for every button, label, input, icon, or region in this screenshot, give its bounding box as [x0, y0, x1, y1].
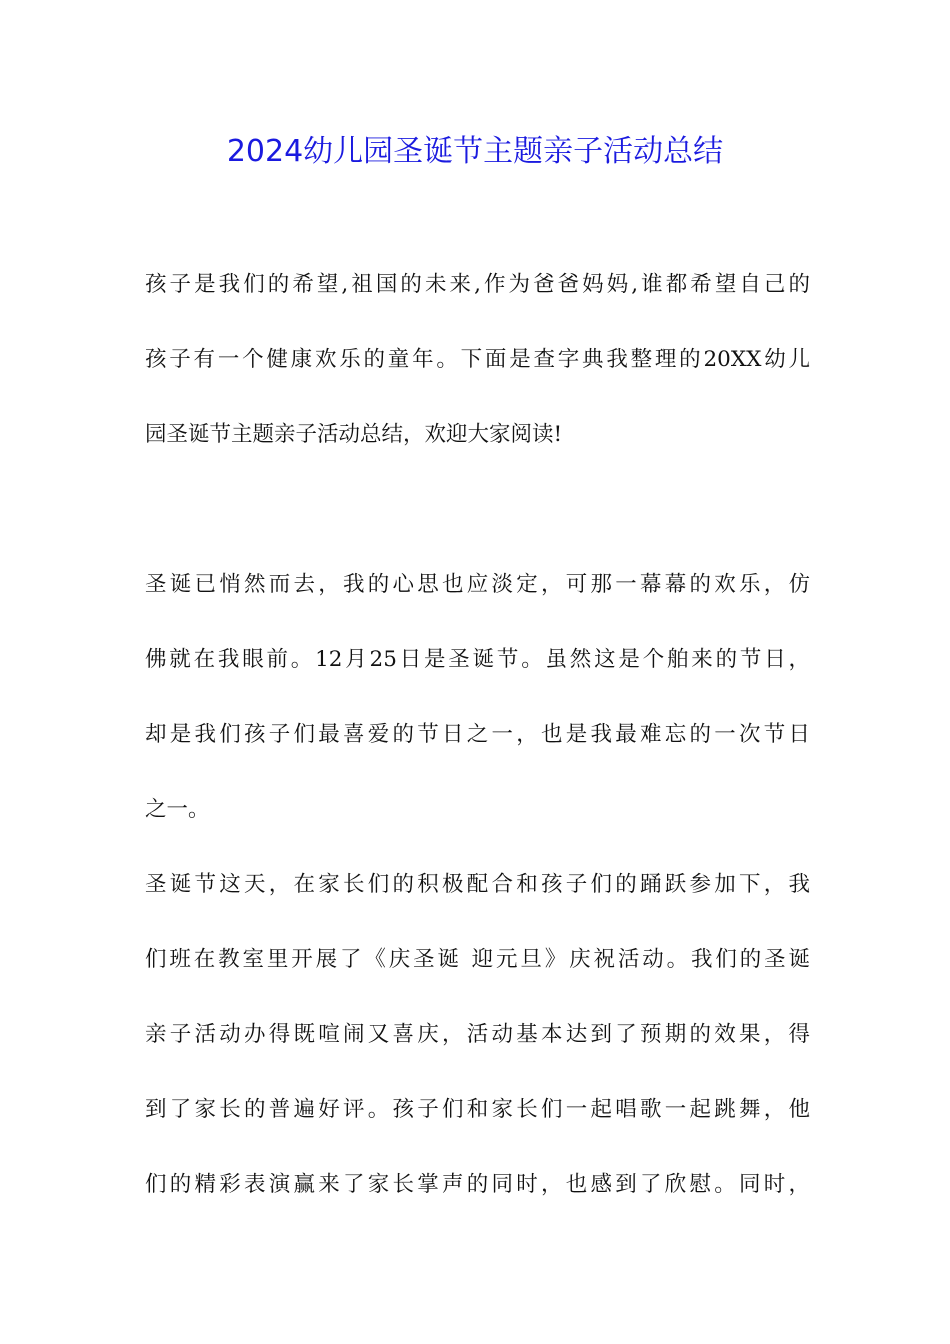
paragraph-3-line-5: 们的精彩表演赢来了家长掌声的同时，也感到了欣慰。同时，: [145, 1172, 810, 1197]
document-title: 2024幼儿园圣诞节主题亲子活动总结: [226, 134, 724, 169]
paragraph-2-line-4: 之一。: [145, 797, 210, 822]
paragraph-1-line-1: 孩子是我们的希望,祖国的未来,作为爸爸妈妈,谁都希望自己的: [145, 272, 810, 297]
paragraph-1-line-2: 孩子有一个健康欢乐的童年。下面是查字典我整理的20XX幼儿: [145, 347, 810, 372]
paragraph-2-line-1: 圣诞已悄然而去，我的心思也应淡定，可那一幕幕的欢乐，仿: [145, 572, 810, 597]
paragraph-3-line-4: 到了家长的普遍好评。孩子们和家长们一起唱歌一起跳舞，他: [145, 1097, 810, 1122]
paragraph-3-line-1: 圣诞节这天，在家长们的积极配合和孩子们的踊跃参加下，我: [145, 872, 810, 897]
paragraph-3-line-2: 们班在教室里开展了《庆圣诞 迎元旦》庆祝活动。我们的圣诞: [145, 947, 810, 972]
paragraph-2-line-3: 却是我们孩子们最喜爱的节日之一，也是我最难忘的一次节日: [145, 722, 810, 747]
paragraph-3-line-3: 亲子活动办得既喧闹又喜庆，活动基本达到了预期的效果，得: [145, 1022, 810, 1047]
paragraph-2-line-2: 佛就在我眼前。12月25日是圣诞节。虽然这是个舶来的节日，: [145, 647, 810, 672]
paragraph-1-line-3: 园圣诞节主题亲子活动总结，欢迎大家阅读!: [145, 422, 563, 447]
